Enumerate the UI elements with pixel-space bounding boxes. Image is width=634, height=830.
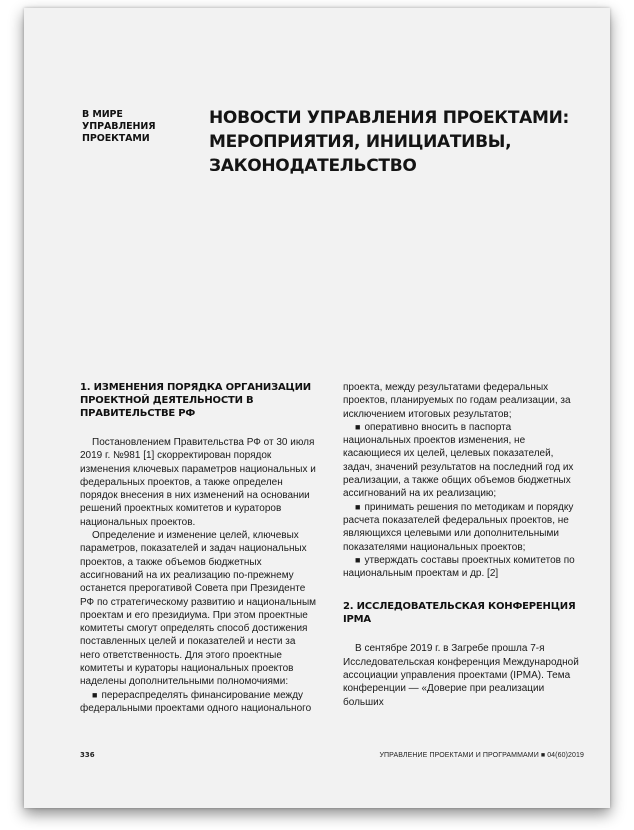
section-1-heading: 1. ИЗМЕНЕНИЯ ПОРЯДКА ОРГАНИЗАЦИИ ПРОЕКТНОЙ ДЕЯТЕЛЬНОСТИ В ПРАВИТЕЛЬСТВЕ РФ bbox=[80, 382, 311, 419]
journal-footer bbox=[379, 751, 584, 760]
bullet-square-icon: ■ bbox=[92, 689, 98, 700]
text-column-left bbox=[80, 381, 316, 715]
list-item-text: оперативно вносить в паспорта национальных проектов изменения, не касающиеся их целей, целевых показателей, задач, значений результатов на последний год их реализации, а также общих объемов бюджетных ассигнований на их реализацию; bbox=[343, 421, 574, 500]
list-item-text: утверждать составы проектных комитетов по национальным проектам и др. [2] bbox=[343, 554, 575, 580]
bullet-square-icon: ■ bbox=[355, 554, 361, 565]
list-item-continuation: проекта, между результатами федеральных проектов, планируемых по годам реализации, за исключением итоговых результатов; bbox=[343, 382, 571, 420]
section-1-paragraph-2: Определение и изменение целей, ключевых параметров, показателей и задач национальных проектов, а также объемов бюджетных ассигнований на их реализацию по-прежнему останется прерогативой Совета при Президенте РФ по стратегическому развитию и национальным проектам и его президиума. При этом проектные комитеты смогут определять способ достижения поставленных целей и показателей и нести за него ответственность. Для этого проектные комитеты и кураторы национальных проектов наделены дополнительными полномочиями: bbox=[80, 530, 317, 688]
list-item bbox=[80, 689, 316, 716]
list-item-text: принимать решения по методикам и порядку расчета показателей федеральных проектов, не являющихся целевыми или дополнительными показателями национальных проектов; bbox=[343, 501, 574, 553]
text-column-right bbox=[343, 381, 579, 709]
section-2-heading: 2. ИССЛЕДОВАТЕЛЬСКАЯ КОНФЕРЕНЦИЯ IPMA bbox=[343, 601, 576, 626]
rubric-label: В МИРЕ УПРАВЛЕНИЯ ПРОЕКТАМИ bbox=[82, 109, 156, 144]
separator-square-icon: ■ bbox=[540, 752, 546, 759]
journal-name: УПРАВЛЕНИЕ ПРОЕКТАМИ И ПРОГРАММАМИ bbox=[379, 752, 539, 759]
document-page bbox=[24, 8, 610, 808]
bullet-square-icon: ■ bbox=[355, 421, 361, 432]
section-1-paragraph-1: Постановлением Правительства РФ от 30 июля 2019 г. №981 [1] скорректирован порядок изменения ключевых параметров национальных и федеральных проектов, а также определен порядок внесения в них изменений на основании решений проектных комитетов и кураторов национальных проектов. bbox=[80, 437, 316, 528]
list-item bbox=[343, 421, 579, 501]
journal-issue: 04(60)2019 bbox=[547, 752, 584, 759]
bullet-square-icon: ■ bbox=[355, 501, 361, 512]
list-item-text: перераспределять финансирование между федеральными проектами одного национального bbox=[80, 689, 312, 714]
article-title: НОВОСТИ УПРАВЛЕНИЯ ПРОЕКТАМИ: МЕРОПРИЯТИЯ, ИНИЦИАТИВЫ, ЗАКОНОДАТЕЛЬСТВО bbox=[209, 108, 570, 176]
list-item bbox=[343, 554, 579, 581]
section-2-paragraph-1: В сентябре 2019 г. в Загребе прошла 7-я Исследовательская конференция Международной ассоциации управления проектами (IPMA). Тема конференции — «Доверие при реализации больших bbox=[343, 643, 579, 708]
list-item bbox=[343, 501, 579, 554]
page-number: 336 bbox=[80, 751, 95, 759]
